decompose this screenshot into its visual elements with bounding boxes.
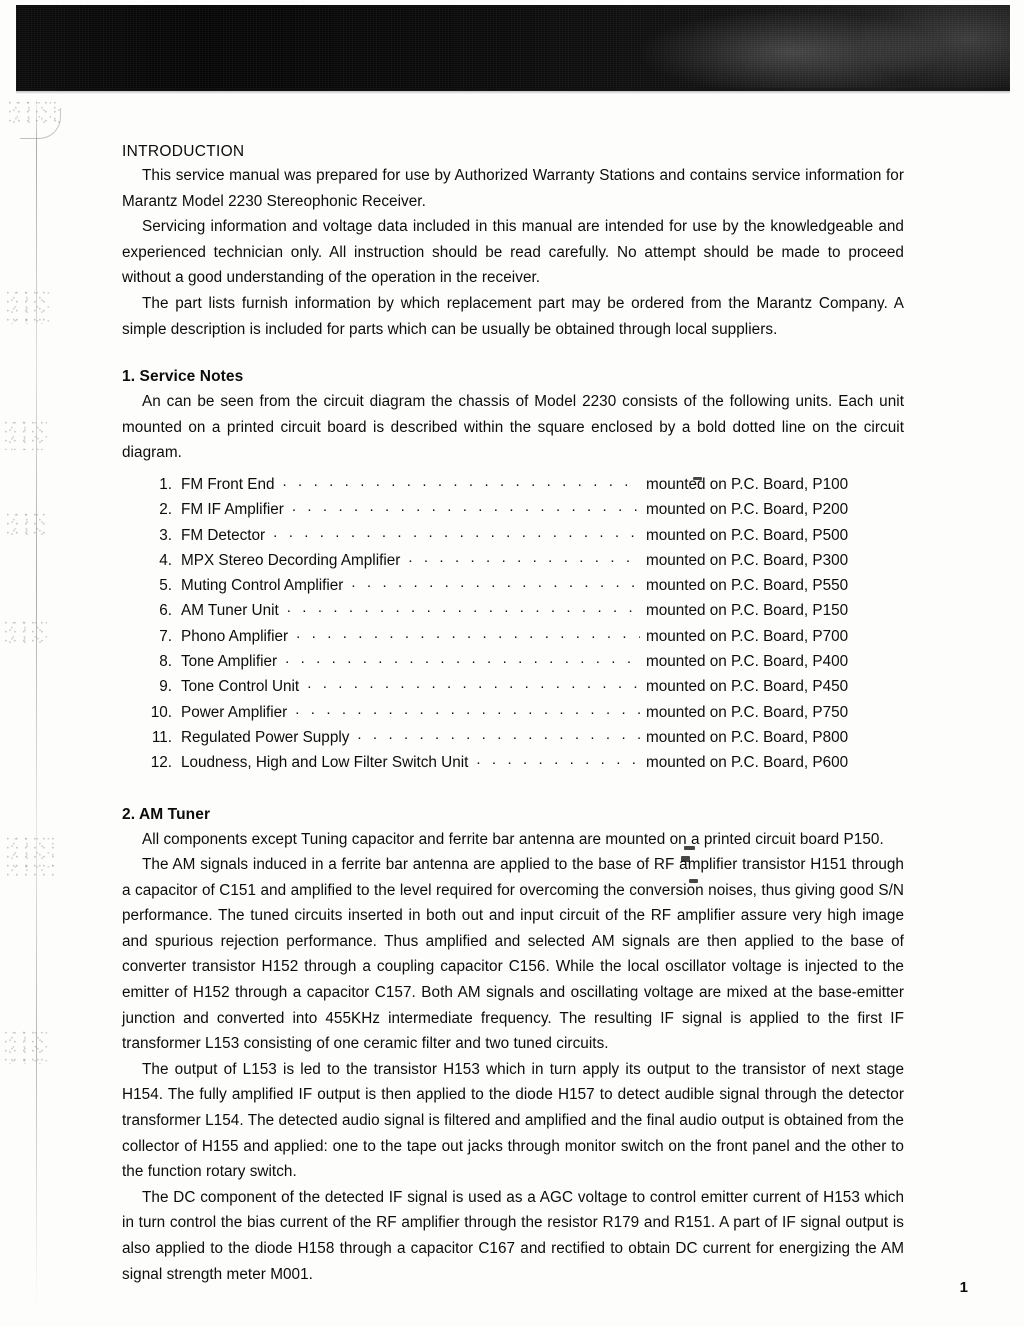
scan-band-fade-artifact [16,88,1010,94]
introduction-paragraph-3: The part lists furnish information by which replacement part may be ordered from the Marantz Company. A simple description is included for parts which can be usually be obtained through local suppliers. [122,294,904,338]
dot-leader [351,570,640,595]
unit-index: 3. [159,526,172,544]
unit-label: Tone Amplifier [181,653,278,671]
unit-label: Tone Control Unit [181,678,300,696]
unit-index: 11. [151,728,172,746]
am-tuner-paragraph-3: The output of L153 is led to the transistor H153 which in turn apply its output to the transistor of next stage H154. The fully amplified IF output is then applied to the diode H157 to detect audible signal through the detector transformer L154. The detected audio signal is filtered and amplified and the final audio output is obtained from the collector of H155 and applied: one to the tape out jacks through monitor switch on the front panel and the other to the function rotary switch. [122,1060,904,1181]
unit-index: 10. [150,703,172,721]
unit-board: mounted on P.C. Board, P800 [646,728,849,746]
page-content [122,143,904,1287]
pc-board-unit-list [122,472,904,776]
unit-label: Loudness, High and Low Filter Switch Unit [181,754,469,772]
unit-index: 8. [159,653,172,671]
unit-board: mounted on P.C. Board, P450 [646,678,849,696]
scan-speckle-artifact [6,290,52,324]
service-notes-intro-paragraph: An can be seen from the circuit diagram the chassis of Model 2230 consists of the following units. Each unit mounted on a printed circuit board is described within the square enclosed by a bold dotted line on the circuit diagram. [122,393,904,462]
am-tuner-heading: 2. AM Tuner [122,805,211,823]
scan-dark-band-artifact [16,5,1010,91]
introduction-paragraph-2: Servicing information and voltage data included in this manual are intended for use by the knowledgeable and experienced technician only. All instruction should be read carefully. No attempt should be made to proceed without a good understanding of the operation in the receiver. [122,218,904,287]
dot-leader [476,747,640,772]
dot-leader [307,671,640,696]
dot-leader [292,494,640,519]
unit-index: 12. [150,754,172,772]
scan-speckle-artifact [6,512,46,538]
am-tuner-paragraph-2: The AM signals induced in a ferrite bar antenna are applied to the base of RF amplifier transistor H151 through a capacitor of C151 and amplified to the level required for overcoming the conversion noises, thus giving good S/N performance. The tuned circuits inserted in both out and input circuit of the RF amplifier assure very high image and spurious rejection performance. Thus amplified and selected AM signals are then applied to the base of converter transistor H152 through a coupling capacitor C156. While the local oscillator voltage is injected to the emitter of H152 through a capacitor C157. Both AM signals and oscillating voltage are mixed at the base-emitter junction and converted into 455KHz intermediate frequency. The resulting IF signal is applied to the first IF transformer L153 consisting of one ceramic filter and two tuned circuits. [122,856,904,1053]
unit-label: Regulated Power Supply [181,728,350,746]
unit-label: FM Detector [181,526,266,544]
unit-board: mounted on P.C. Board, P550 [646,577,849,595]
dot-leader [287,595,640,620]
unit-label: FM IF Amplifier [181,501,284,519]
section-spacer [122,776,904,806]
section-spacer [122,342,904,368]
unit-index: 2. [159,501,172,519]
scan-edge-line-artifact [36,96,37,1311]
scan-speckle-artifact [8,100,60,126]
dot-leader [296,621,640,646]
unit-index: 4. [159,551,172,569]
unit-label: AM Tuner Unit [181,602,279,620]
unit-label: Power Amplifier [181,703,288,721]
unit-board: mounted on P.C. Board, P100 [646,475,849,493]
dot-leader [408,545,640,570]
unit-label: FM Front End [181,475,275,493]
scan-speckle-artifact [4,620,50,648]
unit-board: mounted on P.C. Board, P500 [646,526,849,544]
unit-list-item [122,750,904,775]
unit-index: 1. [159,475,172,493]
unit-label: MPX Stereo Decording Amplifier [181,551,401,569]
unit-index: 9. [159,678,172,696]
am-tuner-paragraph-4: The DC component of the detected IF signal is used as a AGC voltage to control emitter current of H153 which in turn control the bias current of the RF amplifier through the resistor R179 and R151. A part of IF signal output is also applied to the diode H158 through a capacitor C167 and rectified to obtain DC current for energizing the AM signal strength meter M001. [122,1188,904,1283]
unit-board: mounted on P.C. Board, P300 [646,551,849,569]
unit-board: mounted on P.C. Board, P600 [646,754,849,772]
unit-board: mounted on P.C. Board, P750 [646,703,849,721]
dot-leader [283,469,640,494]
dot-leader [357,722,640,747]
service-notes-heading: 1. Service Notes [122,368,244,386]
dot-leader [285,646,640,671]
unit-board: mounted on P.C. Board, P150 [646,602,849,620]
unit-board: mounted on P.C. Board, P200 [646,501,849,519]
unit-board: mounted on P.C. Board, P700 [646,627,849,645]
unit-label: Phono Amplifier [181,627,289,645]
dot-leader [273,520,640,545]
scan-speckle-artifact [4,1030,50,1064]
scan-speckle-artifact [4,420,48,450]
unit-index: 6. [159,602,172,620]
unit-index: 7. [159,627,172,645]
unit-label: Muting Control Amplifier [181,577,344,595]
page-number: 1 [959,1279,968,1296]
dot-leader [295,697,640,722]
am-tuner-paragraph-1: All components except Tuning capacitor and ferrite bar antenna are mounted on a printed circuit board P150. [142,830,884,848]
unit-board: mounted on P.C. Board, P400 [646,653,849,671]
introduction-heading: INTRODUCTION [122,143,245,160]
introduction-paragraph-1: This service manual was prepared for use by Authorized Warranty Stations and contains service information for Marantz Model 2230 Stereophonic Receiver. [122,167,904,210]
unit-index: 5. [159,577,172,595]
scan-speckle-artifact [6,836,54,876]
